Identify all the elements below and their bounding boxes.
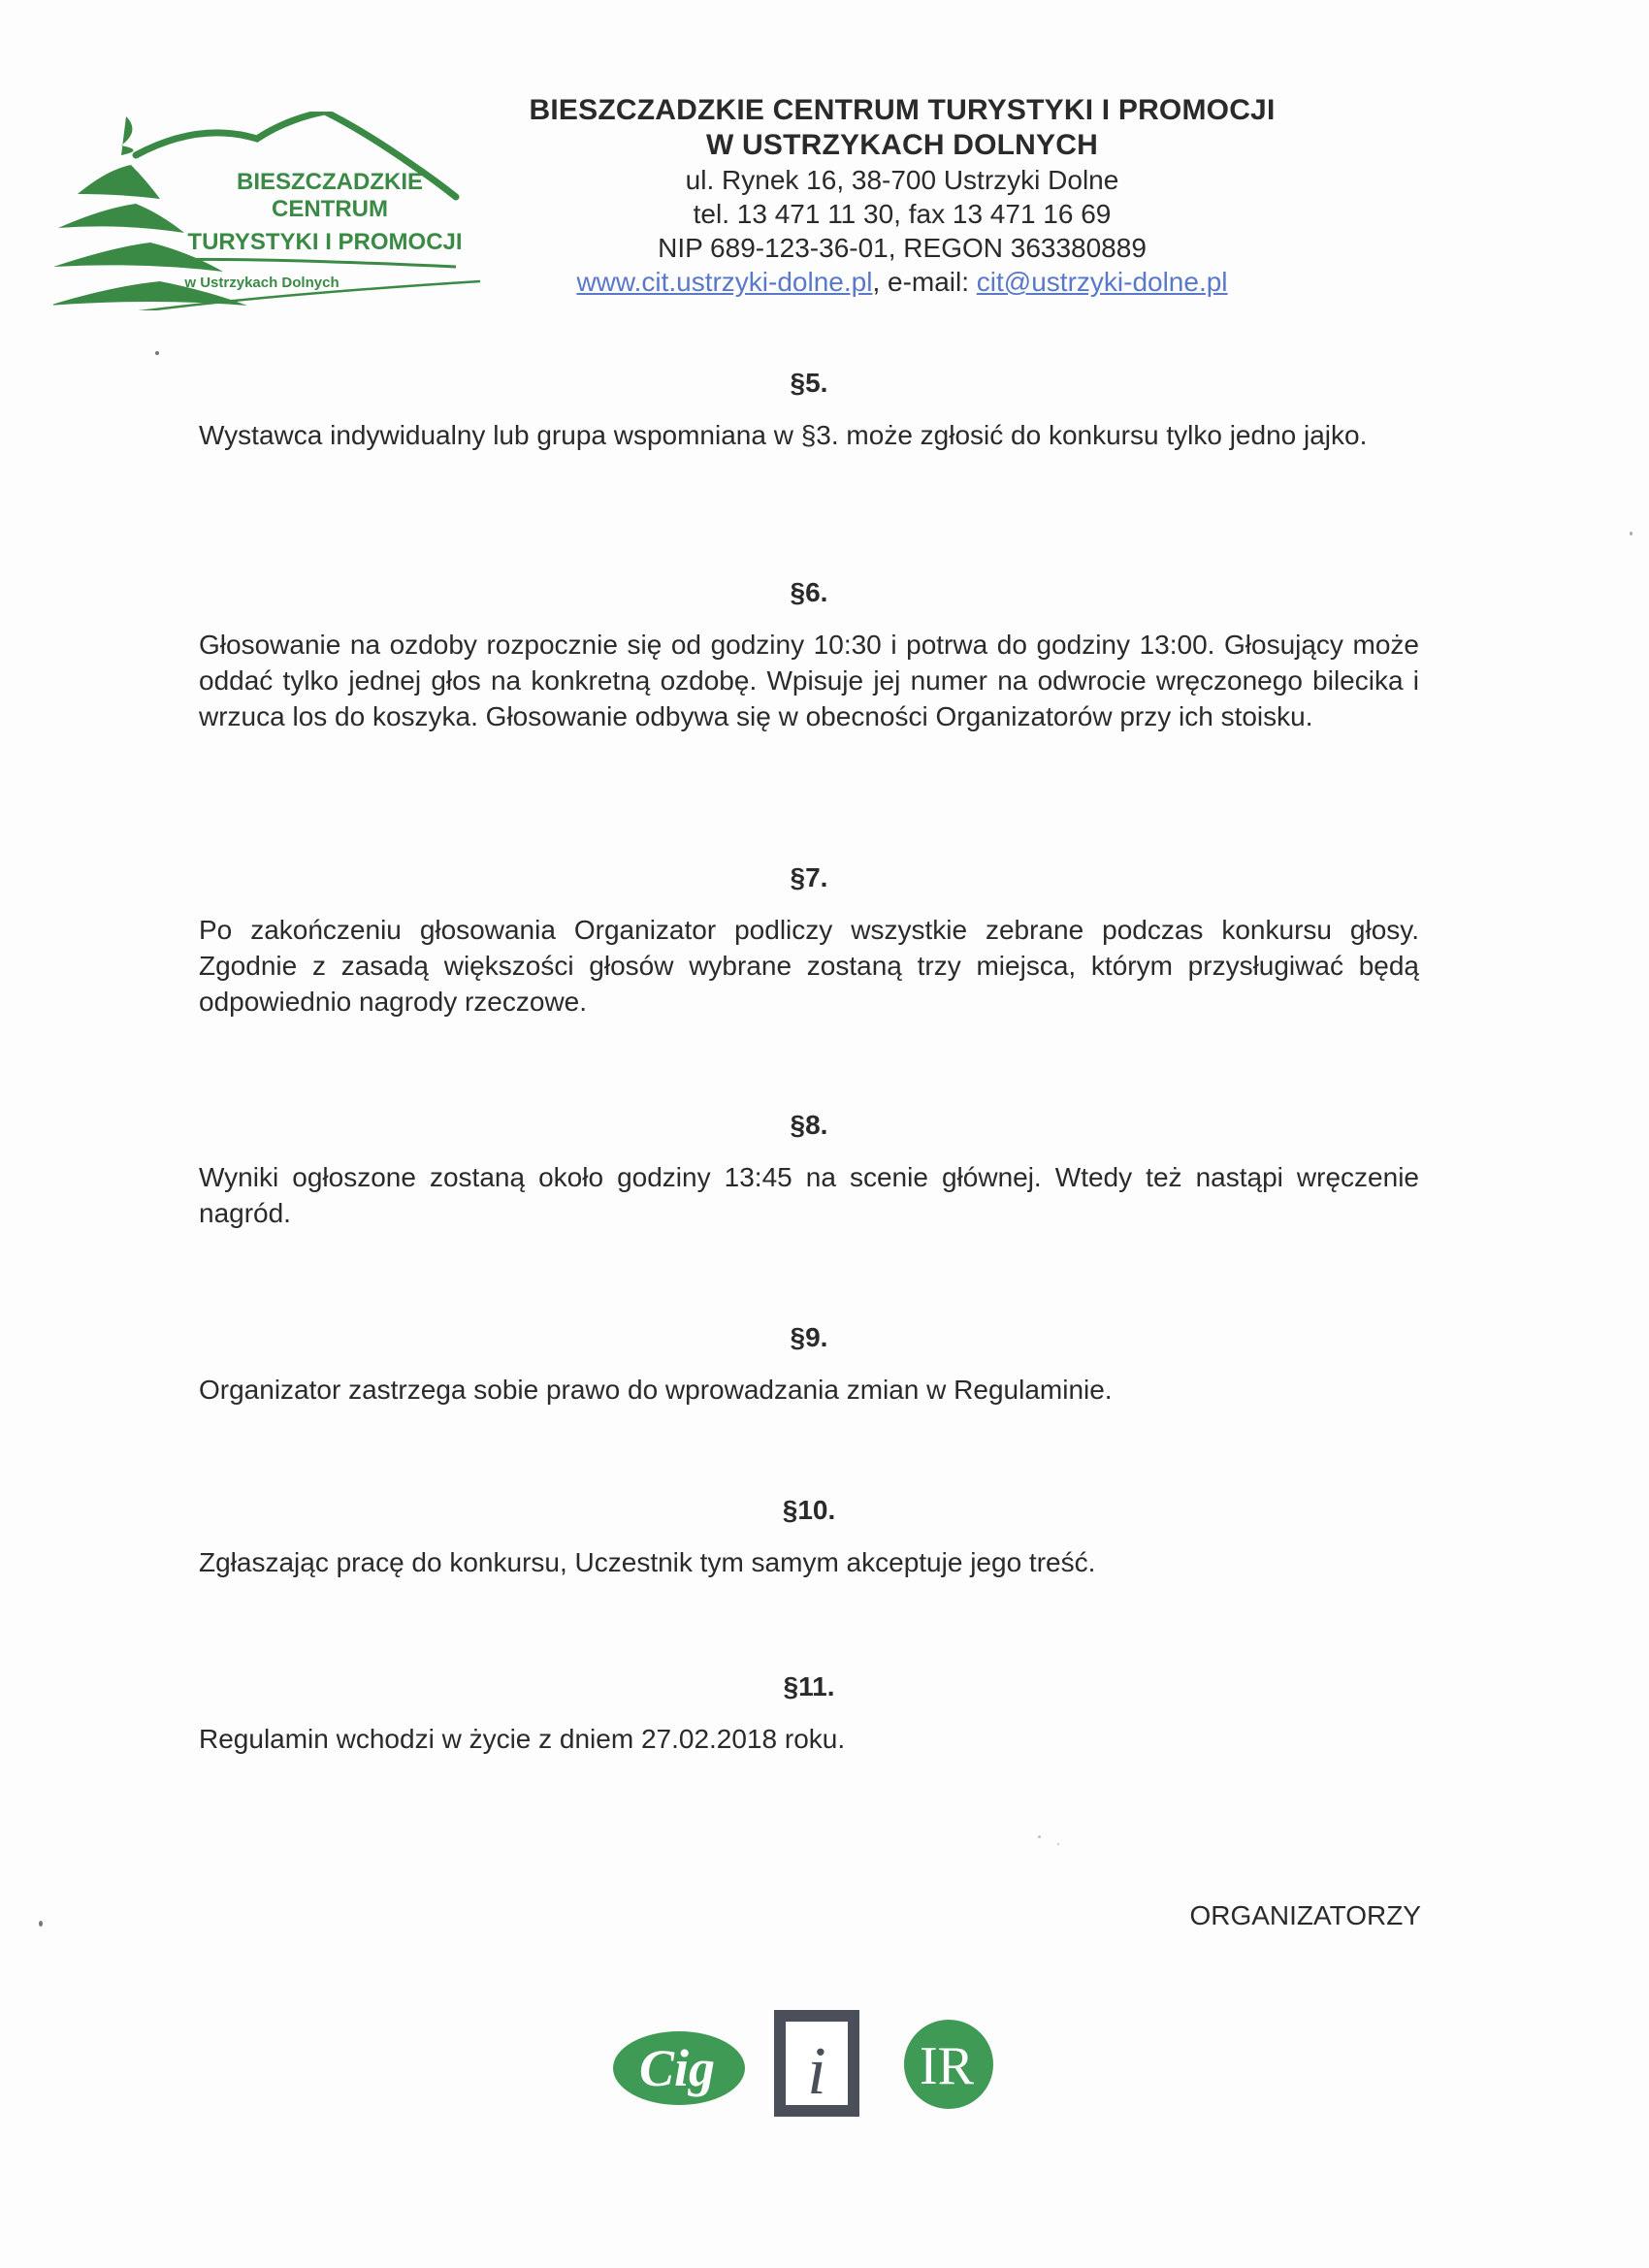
phone-fax: tel. 13 471 11 30, fax 13 471 16 69 <box>693 199 1112 229</box>
organization-header <box>466 93 1339 299</box>
section-9 <box>199 1321 1419 1408</box>
section-text: Głosowanie na ozdoby rozpocznie się od godziny 10:30 i potrwa do godziny 13:00. Głosujący może oddać tylko jednej głos na konkretną ozdobę. Wpisuje jej numer na odwrocie wręczonego bilecika i wrzuca los do koszyka. Głosowanie odbywa się w obecności Organizatorów przy ich stoisku. <box>199 630 1419 731</box>
logo-text-line4: w Ustrzykach Dolnych <box>184 275 340 291</box>
section-text: Zgłaszając pracę do konkursu, Uczestnik tym samym akceptuje jego treść. <box>199 1547 1096 1577</box>
signature-organizers: ORGANIZATORZY <box>1189 1900 1421 1930</box>
organization-name-line2: W USTRZYKACH DOLNYCH <box>706 129 1098 161</box>
section-text: Organizator zastrzega sobie prawo do wprowadzania zmian w Regulaminie. <box>199 1375 1113 1405</box>
email-separator: , e-mail: <box>872 267 977 297</box>
section-text: Po zakończeniu głosowania Organizator podliczy wszystkie zebrane podczas konkursu głosy. Zgodnie z zasadą większości głosów wybrane zostaną trzy miejsca, którym przysługiwać będą odpowiednio nagrody rzeczowe. <box>199 915 1419 1017</box>
section-text: Regulamin wchodzi w życie z dniem 27.02.2018 roku. <box>199 1724 846 1754</box>
cig-logo <box>613 2031 745 2105</box>
section-heading: §5. <box>790 368 828 398</box>
section-10 <box>199 1494 1419 1580</box>
section-heading: §7. <box>790 862 828 892</box>
registration-numbers: NIP 689-123-36-01, REGON 363380889 <box>658 233 1147 263</box>
svg-text:Cig: Cig <box>638 2039 716 2097</box>
logo-text-line1: BIESZCZADZKIE <box>237 169 423 195</box>
svg-text:i: i <box>807 2034 826 2109</box>
ir-logo <box>904 2020 993 2109</box>
section-5 <box>199 367 1419 453</box>
section-heading: §11. <box>783 1671 835 1701</box>
information-logo <box>774 2010 859 2117</box>
section-6 <box>199 576 1419 734</box>
scan-speck <box>1038 1835 1041 1838</box>
section-heading: §8. <box>790 1110 828 1140</box>
section-heading: §6. <box>790 577 828 607</box>
section-8 <box>199 1109 1419 1231</box>
logo-text-line3: TURYSTYKI I PROMOCJI <box>187 229 463 255</box>
logo-text-line2: CENTRUM <box>272 196 388 222</box>
section-text: Wyniki ogłoszone zostaną około godziny 13:45 na scenie głównej. Wtedy też nastąpi wręczenie nagród. <box>199 1162 1419 1228</box>
scan-speck <box>1630 532 1633 535</box>
section-7 <box>199 861 1419 1020</box>
scan-speck <box>155 351 159 355</box>
svg-text:IR: IR <box>920 2036 974 2096</box>
footer-logos <box>611 1998 1018 2124</box>
email-link[interactable]: cit@ustrzyki-dolne.pl <box>976 267 1228 297</box>
address: ul. Rynek 16, 38-700 Ustrzyki Dolne <box>685 165 1119 195</box>
section-heading: §9. <box>790 1322 828 1352</box>
scan-speck <box>1057 1843 1059 1845</box>
section-11 <box>199 1670 1419 1757</box>
contact-line <box>466 265 1339 299</box>
section-heading: §10. <box>782 1495 836 1525</box>
scan-speck <box>39 1921 43 1927</box>
organization-logo <box>53 112 500 310</box>
organization-name-line1: BIESZCZADZKIE CENTRUM TURYSTYKI I PROMOCJI <box>529 94 1276 126</box>
section-text: Wystawca indywidualny lub grupa wspomniana w §3. może zgłosić do konkursu tylko jedno jajko. <box>199 420 1368 450</box>
website-link[interactable]: www.cit.ustrzyki-dolne.pl <box>576 267 873 297</box>
